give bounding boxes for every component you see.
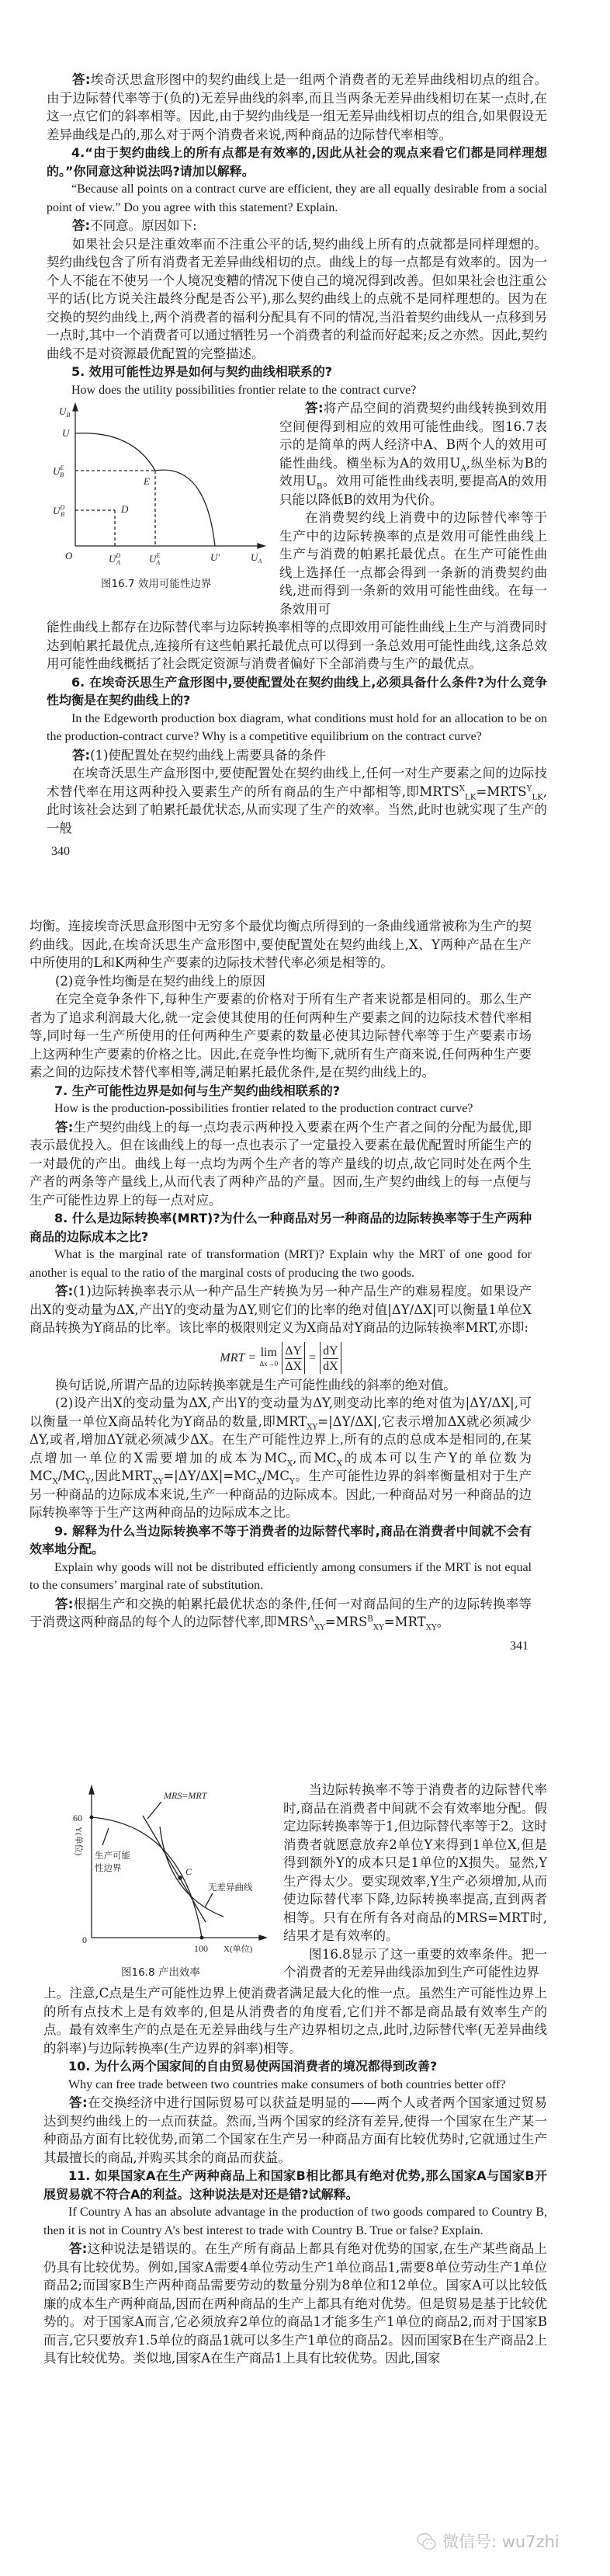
x-axis-arrow-icon (258, 544, 265, 548)
y-axis-label: Y(单位) (74, 1827, 83, 1856)
ubd-label: $U^D$ B (53, 504, 65, 518)
point-c-label: C (185, 1866, 192, 1877)
answer-6-heading: 答:(1)使配置处在契约曲线上需要具备的条件 (72, 747, 326, 763)
indifference-pointer-arrow (205, 1893, 213, 1907)
page-340-bottom (47, 618, 547, 837)
question-9-english: Explain why goods will not be distributed efficiently among consumers if the MRT is not equal to the consumers’ marginal rate of substitution. (29, 1560, 532, 1592)
answer-7: 答:生产契约曲线上的每一点均表示两种投入要素在两个生产者之间的分配为最优,即表示最优投入。但在该曲线上的每一点也表示了一定量投入要素在最优配置时所能生产的一对最优的产出。曲线上每一点均为两个生产者的等产量线的切点,故它同时处在两个生产者的两条等产量线上,从而代表了两种产品的产量。因而,生产契约曲线上的每一点便与生产可能性边界上的每一点对应。 (29, 1119, 532, 1208)
watermark (416, 2530, 610, 2553)
answer-8-part-3: (2)设产出X的变动量为ΔX,产出Y的变动量为ΔY,则变动比率的绝对值为|ΔY/ΔX|,可以衡量一单位X商品转化为Y商品的数量,即$MRT_{XY}=|\Delta Y/\Delta X|$,它表示增加ΔX就必须减少ΔY,或者,增加ΔY就必须减少ΔX。在生产可能性边界上,所有的点的总成本是相同的,在某点增加一单位的X需要增加的成本为$MC_X$,而$MC_X$的成本可以生产Y的单位数为$MC_X/MC_Y$,因此$MRT_{XY}=|\Delta Y/\Delta X|=MC_X/MC_Y$。生产可能性边界的斜率衡量相对于生产另一种商品的边际成本来说,生产一种商品的边际成本。因此,一种商品对另一种商品的边际转换率等于生产这两种商品的边际成本之比。 (29, 1396, 532, 1520)
page-340-top (47, 71, 547, 399)
uad-label: $U^D$ A (109, 552, 121, 566)
ppf-label-line-1: 生产可能 (95, 1850, 130, 1861)
question-5: 5. 效用可能性边界是如何与契约曲线相联系的? (71, 364, 333, 379)
page-341-body (29, 917, 532, 1632)
answer-8-part-1: 答:(1)边际转换率表示从一种产品生产转换为另一种产品生产的难易程度。如果设产出X的变动量为ΔX,产出Y的变动量为ΔY,则它们的比率的绝对值|ΔY/ΔX|可以衡量1单位X商品转换为Y商品的比率。该比率的极限则定义为X商品对Y商品的边际转换率MRT,亦即: (29, 1284, 532, 1335)
page-342-bottom (43, 1984, 547, 2368)
question-4-english: “Because all points on a contract curve are efficient, they are all equally desirable from a social point of view.” Do you agree with this statement? Explain. (47, 183, 547, 214)
answer-3: 答:埃奇沃思盒形图中的契约曲线上是一组两个消费者的无差异曲线相切点的组合。由于边际替代率等于(负的)无差异曲线的斜率,而且当两条无差异曲线相切在某一点时,在这一点它们的斜率相等。因此,由于契约曲线是一组无差异曲线相切点的组合,如果假设无差异曲线是凸的,那么对于两个消费者来说,两种商品的边际替代率相等。 (47, 72, 547, 142)
origin-label: 0 (82, 1935, 87, 1945)
y-axis-arrow-icon (73, 404, 78, 411)
question-11-english: If Country A has an absolute advantage in the production of two goods compared to Country B, then it is not in Country A’s best interest to trade with Country B. True or false? Explain. (43, 2206, 547, 2237)
page-340-right-column (279, 399, 547, 618)
figure-16-7-caption: 图16.7 效用可能性边界 (101, 578, 212, 590)
y-axis-label: $U_B$ (59, 405, 71, 419)
tangent-label: MRS=MRT (164, 1790, 207, 1801)
figure-16-7-utility-possibilities-frontier (47, 399, 276, 597)
question-9: 9. 解释为什么当边际转换率不等于消费者的边际替代率时,商品在消费者中间就不会有效率地分配。 (29, 1523, 532, 1556)
question-8-english: What is the marginal rate of transformation (MRT)? Explain why the MRT of one good for another is equal to the ratio of the marginal costs of producing the two goods. (29, 1248, 532, 1280)
figure-16-7-row (47, 399, 547, 618)
mrs-mrt-tangent-line (143, 1816, 206, 1922)
origin-label: O (65, 550, 73, 561)
ppf-label-line-2: 性边界 (95, 1862, 122, 1873)
page-number-340: 340 (51, 845, 70, 858)
ppf-pointer-arrow (102, 1828, 109, 1845)
answer-11: 答:这种说法是错误的。在生产所有商品上都具有绝对优势的国家,在生产某些商品上仍具有比较优势。例如,国家A需要4单位劳动生产1单位商品1,需要8单位劳动生产1单位商品2;而国家B生产两种商品需要劳动的数量分别为8单位和12单位。国家A可以比较低廉的成本生产两种商品,因而在两种商品的生产上都具有绝对优势。但是贸易是基于比较优势的。对于国家A而言,它必须放弃2单位的商品1才能多生产1单位的商品2,而对于国家B而言,它只要放弃1.5单位的商品1就可以多生产1单位的商品2。因而国家B在生产商品2上具有比较优势。类似地,国家A在生产商品1上具有比较优势。因此,国家 (43, 2241, 547, 2366)
answer-9-figure-note-continued: 上。注意,C点是生产可能性边界上使消费者满足最大化的惟一点。虽然生产可能性边界上的所有点技术上是有效率的,但是从消费者的角度看,它们并不都是商品最有效率生产的点。最有效率生产的点是在无差异曲线与生产边界相切之点,此时,边际替代率(无差异曲线的斜率)与边际转换率(生产边界的斜率)相等。 (43, 1986, 547, 2056)
mrt-formula: MRT = lim Δx→0 $\frac{\Delta Y}{\Delta X}$ = $\frac{dY}{dX}$ (29, 1340, 532, 1376)
question-4: 4.“由于契约曲线上的所有点都是有效率的,因此从社会的观点来看它们都是同样理想的。”你同意这种说法吗?请加以解释。 (47, 145, 547, 179)
ube-label: $U^E$ B (53, 464, 64, 478)
answer-4-intro: 答:不同意。原因如下: (72, 218, 197, 233)
abs-fraction-delta: $\frac{\Delta Y}{\Delta X}$ (282, 1342, 305, 1374)
answer-6-continued: 均衡。连接埃奇沃思盒形图中无穷多个最优均衡点所得到的一条曲线通常被称为生产的契约曲线。因此,在埃奇沃思生产盒形图中,要使配置处在契约曲线上,X、Y两种产品在生产中所使用的L和K两种生产要素的边际技术替代率必须是相等的。 (29, 919, 532, 970)
u-label: U (62, 427, 70, 439)
indifference-curve-label: 无差异曲线 (208, 1882, 253, 1893)
abs-fraction-derivative: $\frac{dY}{dX}$ (320, 1342, 341, 1374)
answer-6-subheading: (2)竞争性均衡是在契约曲线上的原因 (55, 973, 265, 989)
x-axis-label: $U_A$ (251, 551, 262, 565)
tangent-pointer-arrow (147, 1802, 161, 1819)
answer-6-part-2: 在完全竞争条件下,每种生产要素的价格对于所有生产者来说都是相同的。那么生产者为了追求利润最大化,就一定会使其使用的任何两种生产要素之间的边际技术替代率相等,同时每一生产所使用的任何两种生产要素的数量必使其边际替代率等于生产要素市场上这两种生产要素的价格之比。因此,在竞争性均衡下,就所有生产商来说,任何两种生产要素之间的边际技术替代率相等,满足帕累托最优条件,是在契约曲线上的。 (29, 992, 532, 1079)
question-10-english: Why can free trade between two countries make consumers of both countries better off? (68, 2077, 506, 2091)
answer-10: 答:在交换经济中进行国际贸易可以获益是明显的——两个人或者两个国家通过贸易达到契约曲线上的一点而获益。然而,当两个国家的经济有差异,使得一个国家在生产某一种商品方面有比较优势,而第二个国家在生产另一种商品方面有比较优势时,它就通过生产其最擅长的商品,并购买其余的商品而获益。 (43, 2095, 547, 2165)
answer-9: 答:根据生产和交换的帕累托最优状态的条件,任何一对商品间的生产的边际转换率等于消费这两种商品的每个人的边际替代率,即$MRS^A_{XY}=MRS^B_{XY}=MRT_{XY}$。 (29, 1596, 532, 1632)
figure-16-8-row (43, 1778, 547, 1984)
answer-5: 答:将产品空间的消费契约曲线转换到效用空间便得到相应的效用可能性曲线。图16.7表示的是简单的两人经济中A、B两个人的效用可能性曲线。横坐标为A的效用$U_A$,纵坐标为B的效用$U_B$。效用可能性曲线表明,要提高A的效用只能以降低B的效用为代价。 (279, 401, 548, 507)
uae-label: $U^E$ A (149, 552, 161, 566)
frontier-upper-curve (75, 433, 155, 471)
u-prime-label: U' (210, 551, 220, 563)
page-342-right-column (283, 1781, 547, 1982)
y-axis-arrow-icon (89, 1786, 94, 1794)
watermark-text: 微信号: wu7zhi (442, 2533, 560, 2551)
page-342 (43, 1778, 547, 2530)
wechat-icon (416, 2531, 438, 2553)
point-e-label: E (144, 475, 150, 487)
y-tick-60: 60 (73, 1813, 82, 1823)
point-d-label: D (121, 503, 129, 515)
question-7-english: How is the production-possibilities frontier related to the production contract curve? (54, 1102, 473, 1115)
answer-9-figure-note: 图16.8显示了这一重要的效率条件。把一个消费者的无差异曲线添加到生产可能性边界 (283, 1946, 547, 1980)
answer-5-part-2: 在消费契约线上消费中的边际替代率等于生产中的边际转换率的点是效用可能性曲线上生产与消费的帕累托最优点。在生产可能性曲线上选择任一点都会得到一条新的消费契约曲线,进而得到一条新的效用可能性曲线。在每一条效用可 (279, 510, 547, 617)
y-intercept-point (90, 1816, 94, 1820)
x-axis-arrow-icon (259, 1935, 266, 1940)
question-6-english: In the Edgeworth production box diagram, what conditions must hold for an allocation to be on the production-contract curve? Why is a competitive equilibrium on the contract curve? (47, 711, 547, 743)
page-340 (47, 71, 547, 917)
x-intercept-point (200, 1936, 204, 1940)
question-6: 6. 在埃奇沃思生产盒形图中,要使配置处在契约曲线上,必须具备什么条件?为什么竞争性均衡是在契约曲线上的? (47, 674, 547, 707)
question-5-english: How does the utility possibilities frontier relate to the contract curve? (71, 383, 417, 397)
question-10: 10. 为什么两个国家间的自由贸易使两国消费者的境况都得到改善? (68, 2059, 438, 2074)
question-11: 11. 如果国家A在生产两种商品上和国家B相比都具有绝对优势,那么国家A与国家B开展贸易就不符合A的利益。这种说法是对还是错?试解释。 (43, 2168, 547, 2202)
answer-8-part-2: 换句话说,所谓产品的边际转换率就是生产可能性曲线的斜率的绝对值。 (55, 1377, 456, 1392)
x-tick-100: 100 (194, 1943, 208, 1954)
page-341 (29, 917, 532, 1778)
production-possibilities-curve (92, 1817, 202, 1938)
answer-6-body: 在埃奇沃思生产盒形图中,要使配置处在契约曲线上,任何一对生产要素之间的边际技术替代率在用这两种投入要素生产的所有商品的生产中都相等,即$MRTS^X_{LK}=MRTS^Y_{LK}$,此时该社会达到了帕累托最优状态,从而实现了生产的效率。当然,此时也就实现了生产的一般 (47, 766, 547, 836)
answer-5-continued: 能性曲线上都存在边际替代率与边际转换率相等的点即效用可能性曲线上生产与消费同时达到帕累托最优点,连接所有这些帕累托最优点可以得到一条总效用可能性曲线,这条总效用可能性曲线概括了社会既定资源与消费者偏好下全部消费与生产的最优点。 (47, 620, 547, 671)
question-7: 7. 生产可能性边界是如何与生产契约曲线相联系的? (54, 1083, 341, 1098)
x-axis-label: X(单位) (224, 1945, 253, 1954)
point-c (178, 1876, 182, 1880)
figure-16-8-caption: 图16.8 产出效率 (121, 1966, 200, 1979)
figure-16-8-output-efficiency (43, 1778, 276, 1984)
answer-9-explanation: 当边际转换率不等于消费者的边际替代率时,商品在消费者中间就不会有效率地分配。假定边际转换率等于1,但边际替代率等于2。这时消费者就愿意放弃2单位Y来得到1单位X,但是得到额外Y的成本只是1单位的X损失。显然,Y生产得太少。要实现效率,Y生产必须增加,从而使边际替代率下降,边际转换率提高,直到两者相等。只有在所有各对商品的MRS=MRT时,结果才是有效率的。 (283, 1782, 547, 1943)
question-8: 8. 什么是边际转换率(MRT)?为什么一种商品对另一种商品的边际转换率等于生产两种商品的边际成本之比? (29, 1211, 532, 1244)
frontier-lower-curve (155, 470, 215, 546)
page-number-341: 341 (510, 1639, 529, 1653)
limit-operator: lim Δx→0 (259, 1345, 279, 1368)
answer-4-body: 如果社会只是注重效率而不注重公平的话,契约曲线上所有的点就都是同样理想的。契约曲线包含了所有消费者无差异曲线相切的点。曲线上的每一点都是有效率的。因为一个人不能在不使另一个人境况变糟的情况下使自己的境况得到改善。但如果社会也注重公平的话(比方说关注最终分配是否公平),那么契约曲线上的点就不是同样理想的。因为在交换的契约曲线上,两个消费者的福利分配具有不同的情况,当沿着契约曲线从一点移到另一点时,其中一个消费者可以通过牺牲另一个消费者的利益而好起来;反之亦然。因此,契约曲线不是对资源最优配置的完整描述。 (47, 236, 547, 361)
